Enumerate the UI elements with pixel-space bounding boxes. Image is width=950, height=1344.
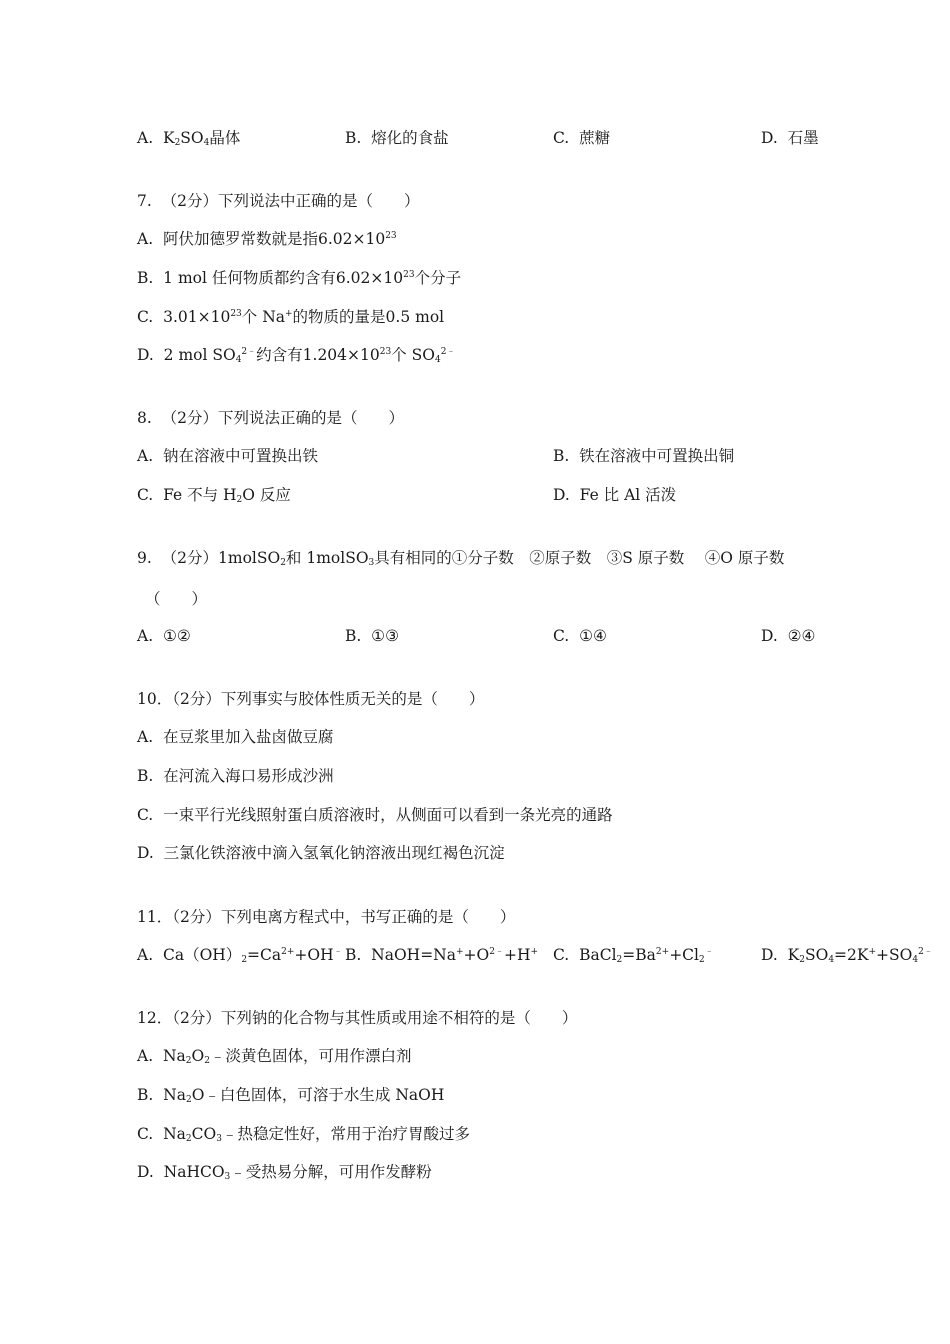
q7-option-a: A. 阿伏加德罗常数就是指$6.02\times 10^{23}$: [137, 230, 397, 248]
q8-option-c: C. Fe 不与 $H_2O$ 反应: [137, 486, 291, 505]
q8-option-d: D. Fe 比 Al 活泼: [553, 486, 677, 504]
q6-option-a: A. $K_2SO_4$晶体: [137, 129, 241, 148]
q10-option-a: A. 在豆浆里加入盐卤做豆腐: [137, 728, 334, 746]
q11-option-b: B. $NaOH=Na^++O^{2﹣}+H^+$: [345, 946, 539, 964]
q7-option-c: C. $3.01\times 10^{23}$个 Na+的物质的量是0.5 mol: [137, 308, 445, 326]
q12-option-a: A. $Na_2O_2﹣$淡黄色固体，可用作漂白剂: [137, 1047, 412, 1066]
q12-stem: 12．（2分）下列钠的化合物与其性质或用途不相符的是（ ）: [137, 1009, 578, 1027]
q6-option-b: B. 熔化的食盐: [345, 129, 449, 147]
q8-option-a: A. 钠在溶液中可置换出铁: [137, 447, 318, 465]
q9-stem: 9. （2分）1molSO$_2$和 1molSO$_3$具有相同的①分子数 ②原子数 ③S 原子数 ④O 原子数: [137, 549, 785, 568]
q11-stem: 11．（2分）下列电离方程式中，书写正确的是（ ）: [137, 908, 516, 926]
q12-option-c: C. $Na_2CO_3﹣$热稳定性好，常用于治疗胃酸过多: [137, 1125, 470, 1144]
q7-option-d: D. 2 mol $SO_4^{2﹣}$约含有$1.204\times 10^{23}$个 $SO_4^{2﹣}$: [137, 346, 456, 365]
q10-option-b: B. 在河流入海口易形成沙洲: [137, 767, 334, 785]
q12-option-d: D. NaHCO$_3$﹣受热易分解，可用作发酵粉: [137, 1163, 432, 1182]
q9-option-a: A. ①②: [137, 627, 191, 645]
q9-option-b: B. ①③: [345, 627, 399, 645]
q9-option-c: C. ①④: [553, 627, 607, 645]
q8-stem: 8. （2分）下列说法正确的是（ ）: [137, 409, 405, 427]
q6-option-c: C. 蔗糖: [553, 129, 611, 147]
q7-option-b: B. 1 mol 任何物质都约含有$6.02\times 10^{23}$个分子: [137, 269, 462, 287]
q10-option-d: D. 三氯化铁溶液中滴入氢氧化钠溶液出现红褐色沉淀: [137, 844, 505, 862]
q9-option-d: D. ②④: [761, 627, 816, 645]
q11-option-a: A. $Ca(OH)_2=Ca^{2+}+OH^﹣$: [137, 946, 343, 965]
q11-option-c: C. $BaCl_2=Ba^{2+}+Cl_2^﹣$: [553, 946, 714, 965]
q8-option-b: B. 铁在溶液中可置换出铜: [553, 447, 735, 465]
q6-option-d: D. 石墨: [761, 129, 819, 147]
q9-answer-paren: （ ）: [145, 590, 208, 608]
q12-option-b: B. $Na_2O﹣$白色固体，可溶于水生成 NaOH: [137, 1086, 445, 1105]
q7-stem: 7. （2分）下列说法中正确的是（ ）: [137, 192, 420, 210]
q10-option-c: C. 一束平行光线照射蛋白质溶液时，从侧面可以看到一条光亮的通路: [137, 806, 613, 824]
q11-option-d: D. $K_2SO_4=2K^++SO_4^{2﹣}$: [761, 946, 933, 965]
q10-stem: 10．（2分）下列事实与胶体性质无关的是（ ）: [137, 690, 485, 708]
